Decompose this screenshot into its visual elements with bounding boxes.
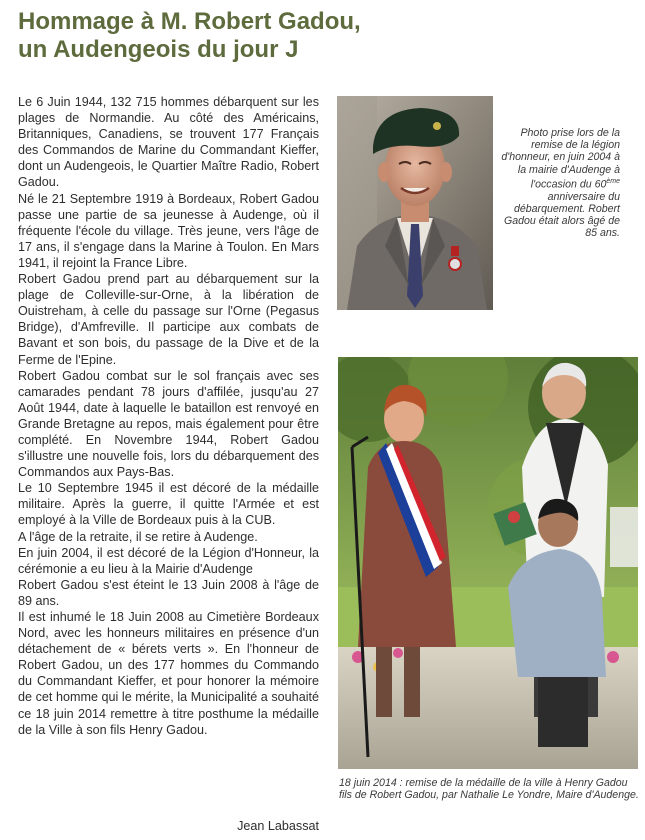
portrait-photo: [337, 96, 493, 310]
ceremony-caption: 18 juin 2014 : remise de la médaille de la ville à Henry Gadou fils de Robert Gadou, par Nathalie Le Yondre, Maire d'Audenge.: [339, 777, 639, 802]
author-signature: Jean Labassat: [237, 819, 319, 833]
article-title: [18, 8, 628, 64]
paragraph: Robert Gadou prend part au débarquement sur la plage de Colleville-sur-Orne, à la libération de Ouistreham, à celle du passage sur l'Orne (Pegasus Bridge), d'Amfreville. Il participe aux combats de Bavant et son bois, du passage de la Dive et de la Ferme de l'Epine.: [18, 272, 319, 367]
title-line-2: un Audengeois du jour J: [18, 36, 299, 63]
ceremony-photo: [338, 357, 638, 769]
title-line-1: Hommage à M. Robert Gadou,: [18, 8, 361, 35]
paragraph: En juin 2004, il est décoré de la Légion d'Honneur, la cérémonie a eu lieu à la Mairie d'Audenge: [18, 545, 319, 576]
caption-text: Photo prise lors de la remise de la légion d'honneur, en juin 2004 à la mairie d'Audenge à l'occasion du 60: [501, 127, 620, 191]
paragraph: Né le 21 Septembre 1919 à Bordeaux, Robert Gadou passe une partie de sa jeunesse à Audenge, où il fréquente l'école du village. Très jeune, vers l'âge de 17 ans, il s'engage dans la Marine à Toulon. En Mars 1941, il rejoint la France Libre.: [18, 191, 319, 270]
paragraph: Robert Gadou combat sur le sol français avec ses camarades pendant 78 jours d'affilée, jusqu'au 27 Août 1944, date à laquelle le bataillon est renvoyé en Grande Bretagne au repos, mais également pour être complété. En Novembre 1944, Robert Gadou s'illustre une nouvelle fois, lors du débarquement des Commandos aux Pays-Bas.: [18, 368, 319, 480]
paragraph: A l'âge de la retraite, il se retire à Audenge.: [18, 529, 258, 544]
portrait-caption: [498, 127, 620, 239]
caption-superscript: ème: [606, 177, 620, 185]
paragraph: Robert Gadou s'est éteint le 13 Juin 2008 à l'âge de 89 ans.: [18, 577, 319, 608]
article-body: [18, 94, 319, 738]
paragraph: Le 10 Septembre 1945 il est décoré de la médaille militaire. Après la guerre, il quitte l'Armée et est employé à la Ville de Bordeaux puis à la CUB.: [18, 481, 319, 528]
paragraph: Le 6 Juin 1944, 132 715 hommes débarquent sur les plages de Normandie. Au côté des Américains, Britanniques, Canadiens, se trouvent 177 Français des Commandos de Marine du Commandant Kieffer, dont un Audengeois, le Quartier Maître Radio, Robert Gadou.: [18, 95, 319, 190]
caption-text: anniversaire du débarquement. Robert Gadou était alors âgé de 85 ans.: [503, 190, 620, 240]
paragraph: Il est inhumé le 18 Juin 2008 au Cimetière Bordeaux Nord, avec les honneurs militaires en présence d'un détachement de « bérets verts ». En l'honneur de Robert Gadou, un des 177 hommes du Commando du Commandant Kieffer, et pour honorer la mémoire de cet homme qui le mérite, la Municipalité a souhaité ce 18 juin 2014 remettre à titre posthume la médaille de la Ville à son fils Henry Gadou.: [18, 610, 319, 737]
